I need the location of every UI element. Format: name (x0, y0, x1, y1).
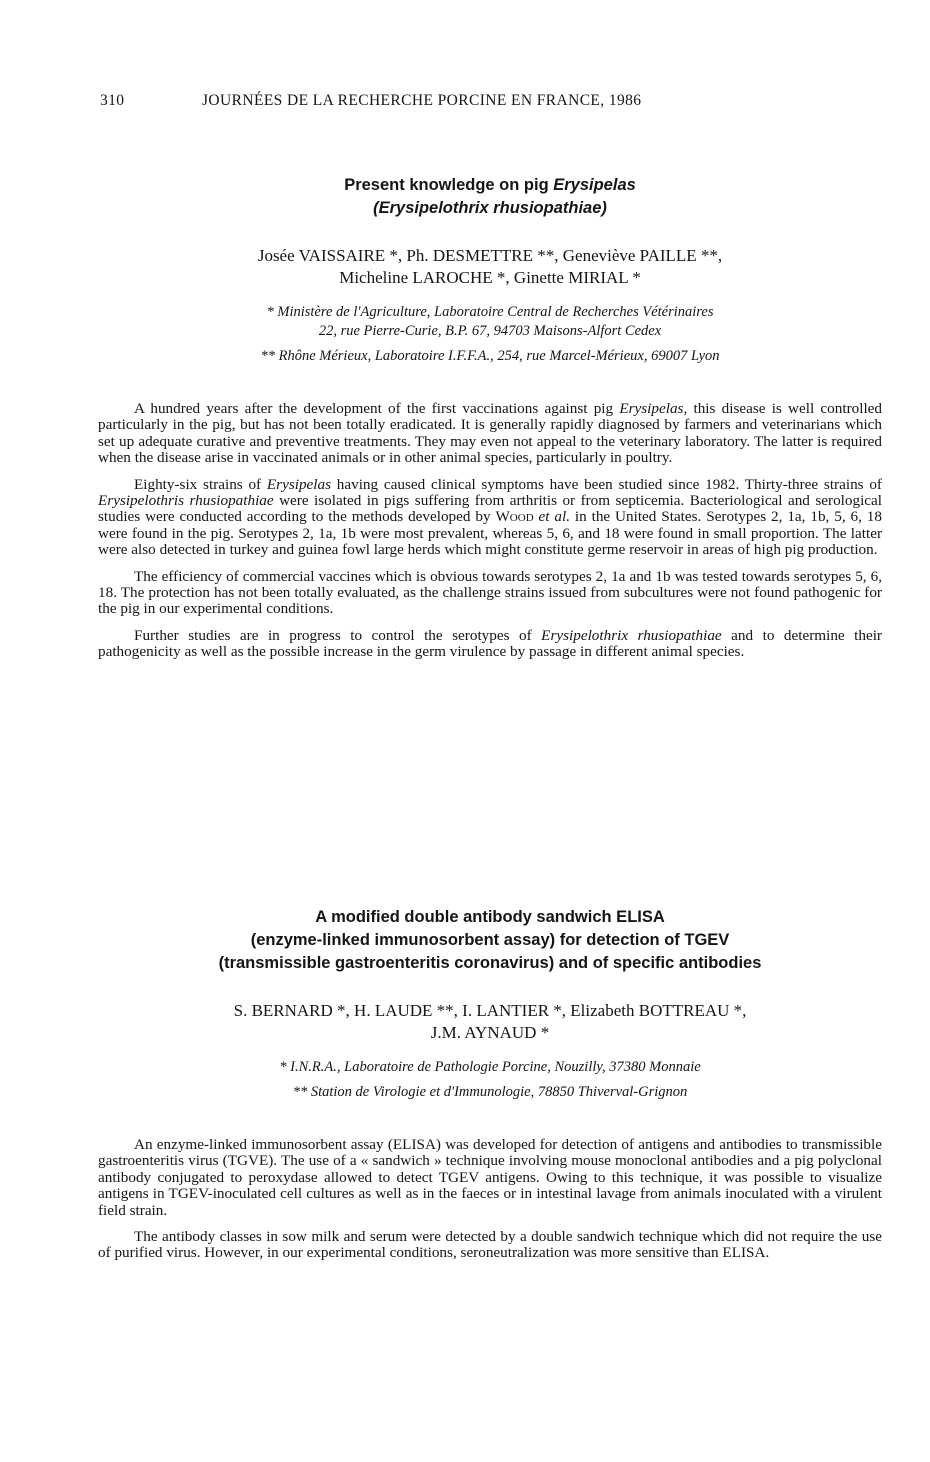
p2-text-a: Eighty-six strains of (134, 475, 267, 493)
authors (98, 245, 882, 289)
p2-italic-1: Erysipelas (266, 475, 332, 493)
article-title (98, 174, 882, 220)
authors-line1: Josée VAISSAIRE *, Ph. DESMETTRE **, Geneviève PAILLE **, (257, 246, 723, 265)
affiliation-1: * I.N.R.A., Laboratoire de Pathologie Porcine, Nouzilly, 37380 Monnaie (279, 1059, 701, 1075)
article-title (98, 906, 882, 975)
p1-text-b: , this disease is well controlled particularly in the pig, but has not been totally eradicated. It is generally rapidly diagnosed by farmers and veterinarians which set up adequate curative and preventive treatments. They may even not appeal to the veterinary laboratory. The latter is required when the disease arise in vaccinated animals or in other animal species, particularly in poultry. (98, 400, 882, 467)
affiliation-1 (98, 303, 882, 341)
title-line2: (enzyme-linked immunosorbent assay) for detection of TGEV (250, 931, 730, 949)
paragraph-1 (98, 401, 882, 467)
title-line1: A modified double antibody sandwich ELISA (315, 908, 665, 926)
p2-text-b: having caused clinical symptoms have been studied since 1982. Thirty-three strains of (331, 475, 882, 493)
p2-text-d: in the United States. Serotypes 2, 1a, 1b, 5, 6, 18 were found in the pig. Serotypes 2, 1a, 1b were most prevalent, whereas 5, 6, and 18 were found in small proportion. The latter were also detected in turkey and guinea fowl large herds which might constitute germe reservoir in areas of high pig production. (98, 508, 882, 559)
affiliations (98, 303, 882, 366)
journal-title: JOURNÉES DE LA RECHERCHE PORCINE EN FRANCE, 1986 (202, 92, 642, 109)
p4-italic-1: Erysipelothrix rhusiopathiae (541, 626, 722, 644)
authors-line1: S. BERNARD *, H. LAUDE **, I. LANTIER *, Elizabeth BOTTREAU *, (233, 1001, 747, 1020)
paragraph-3: The efficiency of commercial vaccines which is obvious towards serotypes 2, 1a and 1b was tested towards serotypes 5, 6, 18. The protection has not been totally evaluated, as the challenge strains issued from subcultures were not found pathogenic for the pig in our experimental conditions. (98, 567, 882, 618)
p2-smallcaps: Wood (495, 508, 534, 526)
title-line1-italic: Erysipelas (553, 176, 636, 194)
affiliation-1-line1: * Ministère de l'Agriculture, Laboratoire Central de Recherches Vétérinaires (266, 304, 714, 320)
title-line2: (Erysipelothrix rhusiopathiae) (373, 199, 607, 217)
abstract-elisa-tgev (98, 906, 882, 1272)
page-number: 310 (100, 92, 125, 109)
affiliation-2: ** Station de Virologie et d'Immunologie, 78850 Thiverval-Grignon (292, 1084, 688, 1100)
paragraph-2 (98, 477, 882, 559)
title-line1-text: Present knowledge on pig (344, 176, 554, 194)
p2-italic-3: et al. (533, 508, 570, 526)
abstract-body (98, 401, 882, 661)
affiliation-2: ** Rhône Mérieux, Laboratoire I.F.F.A., 254, rue Marcel-Mérieux, 69007 Lyon (260, 348, 720, 364)
authors-line2: Micheline LAROCHE *, Ginette MIRIAL * (339, 268, 641, 287)
paragraph-4 (98, 628, 882, 661)
title-line3: (transmissible gastroenteritis coronavirus) and of specific antibodies (218, 954, 762, 972)
abstract-erysipelas (98, 174, 882, 671)
affiliations (98, 1058, 882, 1102)
paragraph-1: An enzyme-linked immunosorbent assay (ELISA) was developed for detection of antigens and antibodies to transmissible gastroenteritis virus (TGVE). The use of a « sandwich » technique involving mouse monoclonal antibodies and a pig polyclonal antibody conjugated to peroxydase allowed to detect TGEV antigens. Owing to this technique, it was possible to visualize antigens in TGEV-inoculated cell cultures as well as in the faeces or in intestinal lavage from animals inoculated with a virulent field strain. (98, 1136, 882, 1219)
p1-text-a: A hundred years after the development of the first vaccinations against pig (134, 400, 620, 417)
p2-italic-2: Erysipelothris rhusiopathiae (98, 492, 274, 510)
p2-text-c: were isolated in pigs suffering from arthritis or from septicemia. Bacteriological and serological studies were conducted according to the methods developed by (98, 492, 882, 526)
authors-line2: J.M. AYNAUD * (430, 1023, 550, 1042)
p4-text-b: and to determine their pathogenicity as well as the possible increase in the germ virulence by passage in different animal species. (98, 626, 882, 661)
abstract-body (98, 1137, 882, 1262)
p1-italic-1: Erysipelas (619, 400, 684, 417)
p4-text-a: Further studies are in progress to control the serotypes of (134, 626, 542, 644)
affiliation-1-line2: 22, rue Pierre-Curie, B.P. 67, 94703 Maisons-Alfort Cedex (318, 323, 662, 339)
authors (98, 1000, 882, 1044)
paragraph-2: The antibody classes in sow milk and serum were detected by a double sandwich technique which did not require the use of purified virus. However, in our experimental conditions, seroneutralization was more sensitive than ELISA. (98, 1228, 882, 1262)
